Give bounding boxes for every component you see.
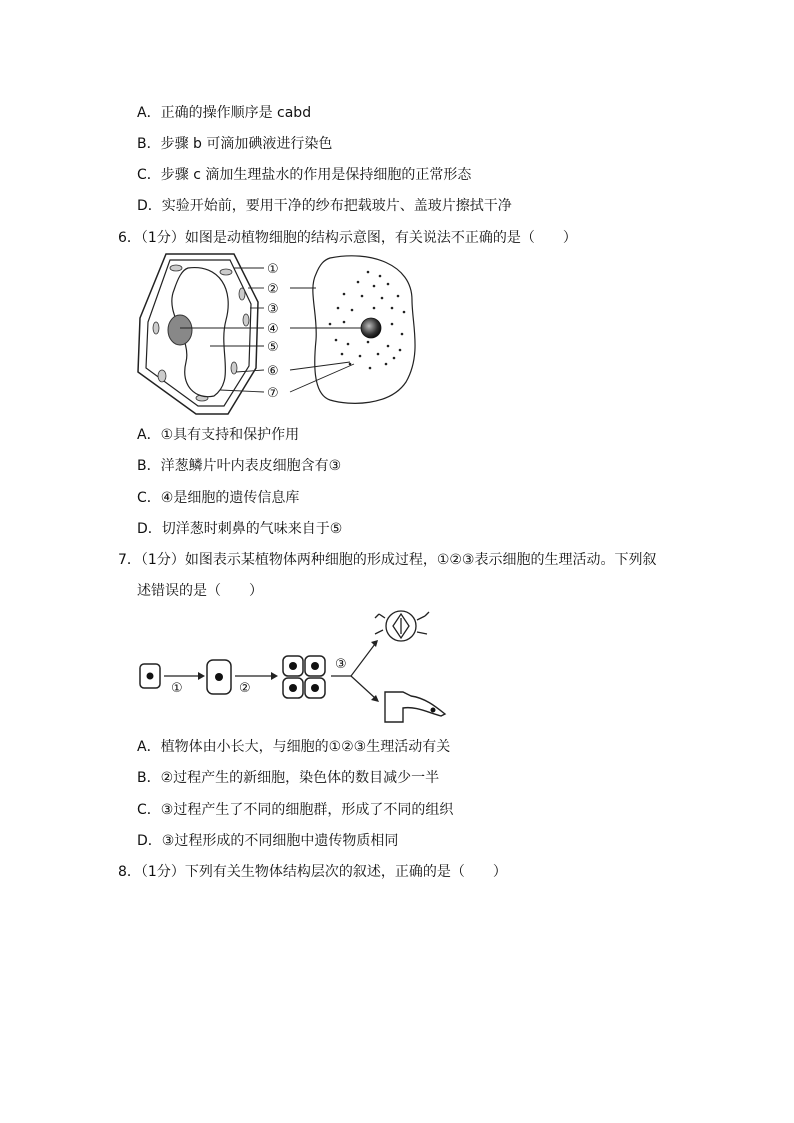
q7-option-d: D．③过程形成的不同细胞中遗传物质相同 xyxy=(137,833,399,849)
q5-option-d: D．实验开始前，要用干净的纱布把载玻片、盖玻片擦拭干净 xyxy=(137,198,512,214)
q6-option-d: D．切洋葱时刺鼻的气味来自于⑤ xyxy=(137,521,343,537)
figure-label-6: ⑥ xyxy=(267,364,279,379)
chloroplast xyxy=(239,288,245,300)
q5-option-a: A．正确的操作顺序是 cabd xyxy=(137,105,312,121)
step-label-2: ② xyxy=(239,681,251,696)
differentiated-cell-bottom xyxy=(385,692,445,722)
divided-cells xyxy=(283,656,325,698)
q7-stem-line2: 述错误的是（ ） xyxy=(137,583,263,599)
cell-structure-figure xyxy=(130,250,430,420)
chloroplast xyxy=(220,269,232,275)
q6-option-c: C．④是细胞的遗传信息库 xyxy=(137,490,300,506)
q7-stem-line1: 7．（1分）如图表示某植物体两种细胞的形成过程，①②③表示细胞的生理活动。下列叙 xyxy=(118,552,657,568)
q5-option-c: C．步骤 c 滴加生理盐水的作用是保持细胞的正常形态 xyxy=(137,167,472,183)
chloroplast xyxy=(170,265,182,271)
figure-label-3: ③ xyxy=(267,302,279,317)
q8-stem: 8．（1分）下列有关生物体结构层次的叙述，正确的是（ ） xyxy=(118,864,507,880)
chloroplast xyxy=(243,314,249,326)
figure-label-5: ⑤ xyxy=(267,340,279,355)
nucleus xyxy=(168,315,192,345)
cell-division-figure xyxy=(135,604,455,730)
q7-option-b: B．②过程产生的新细胞，染色体的数目减少一半 xyxy=(137,770,440,786)
figure-label-2: ② xyxy=(267,282,279,297)
figure-label-4: ④ xyxy=(267,322,279,337)
q6-stem: 6．（1分）如图是动植物细胞的结构示意图，有关说法不正确的是（ ） xyxy=(118,230,577,246)
figure-label-1: ① xyxy=(267,262,279,277)
chloroplast xyxy=(153,322,159,334)
animal-nucleus xyxy=(361,318,381,338)
step-label-3: ③ xyxy=(335,657,347,672)
q7-option-c: C．③过程产生了不同的细胞群，形成了不同的组织 xyxy=(137,802,454,818)
q6-option-a: A．①具有支持和保护作用 xyxy=(137,427,300,443)
q7-option-a: A．植物体由小长大，与细胞的①②③生理活动有关 xyxy=(137,739,451,755)
differentiated-cell-top xyxy=(375,611,429,641)
q6-option-b: B．洋葱鳞片叶内表皮细胞含有③ xyxy=(137,458,342,474)
chloroplast xyxy=(158,370,166,382)
figure-label-7: ⑦ xyxy=(267,386,279,401)
q5-option-b: B．步骤 b 可滴加碘液进行染色 xyxy=(137,136,333,152)
step-label-1: ① xyxy=(171,681,183,696)
